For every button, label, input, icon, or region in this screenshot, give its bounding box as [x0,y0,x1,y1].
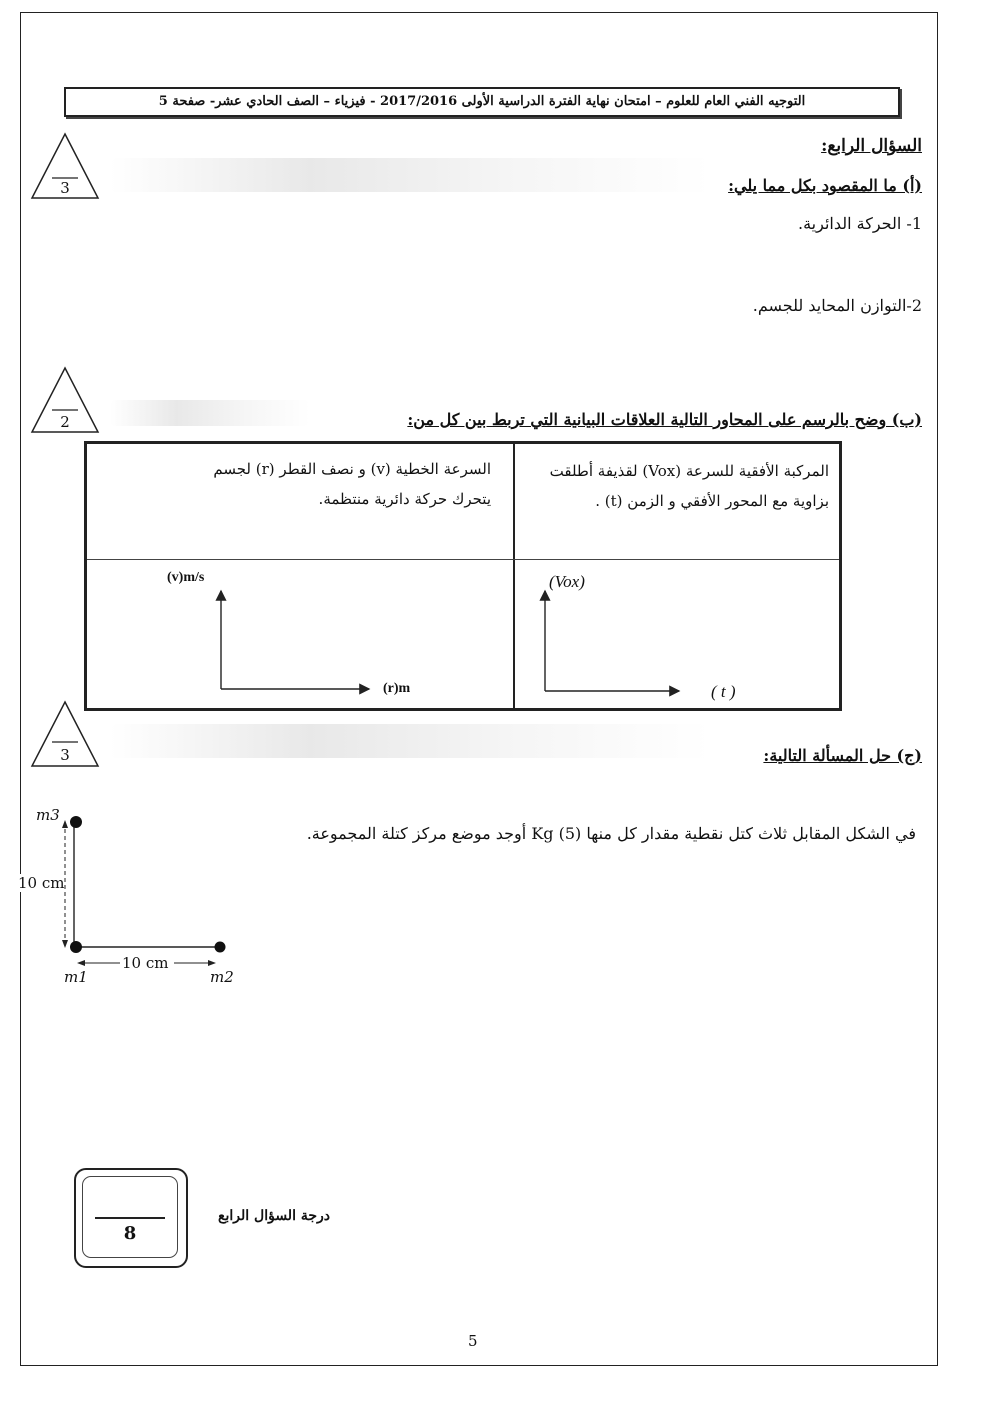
mass-m2-point [215,942,226,953]
label-m3: m3 [36,806,60,824]
marks-b-value: 2 [60,413,70,431]
part-c-problem-text: في الشكل المقابل ثلاث كتل نقطية مقدار كل منها Kg (5) أوجد موضع مركز كتلة المجموعة. [306,824,916,843]
label-m2: m2 [210,968,234,986]
part-a-heading: (أ) ما المقصود بكل مما يلي: [728,176,922,195]
graphs-table [84,441,842,711]
marks-triangle-a [30,132,100,202]
part-a-item-2: 2-التوازن المحايد للجسم. [752,296,922,315]
part-b-heading: (ب) وضح بالرسم على المحاور التالية العلاقات البيانية التي تربط بين كل من: [407,410,922,429]
cell-right-line-1: المركبة الأفقية للسرعة (Vox) لقذيفة أطلقت [549,462,829,480]
cell-right-line-2: بزاوية مع المحور الأفقي و الزمن (t) . [595,492,829,510]
cell-left-line-1: السرعة الخطية (v) و نصف القطر (r) لجسم [213,460,491,478]
marks-triangle-b [30,366,100,436]
score-fraction-line [95,1217,165,1219]
table-divider-horizontal [87,559,839,560]
cell-left-text [161,454,491,514]
faint-smudge [110,724,710,758]
label-vertical-distance: 10 cm [18,874,65,892]
total-marks-value: 8 [123,1223,137,1244]
graph-right-y-label: (Vox) [549,572,585,591]
faint-smudge [110,400,310,426]
total-score-label: درجة السؤال الرابع [218,1208,330,1224]
faint-smudge [110,158,710,192]
graph-left-y-label: (v)m/s [167,570,205,585]
mass-m1-point [70,941,82,953]
marks-a-value: 3 [60,179,70,197]
graph-left-x-label: (r)m [383,681,411,696]
cell-left-line-2: يتحرك حركة دائرية منتظمة. [318,490,491,508]
cell-right-text [519,456,829,516]
graph-right-axes[interactable] [533,579,733,699]
label-m1: m1 [64,968,88,986]
part-c-heading: (ج) حل المسألة التالية: [763,746,922,765]
graph-left-axes[interactable] [207,579,407,699]
total-score-inner [82,1176,178,1258]
part-a-item-1: 1- الحركة الدائرية. [798,214,922,233]
page-number: 5 [468,1332,478,1350]
mass-m3-point [70,816,82,828]
table-divider-vertical [513,444,515,708]
label-horizontal-distance: 10 cm [122,954,169,972]
marks-c-value: 3 [60,746,70,764]
graph-right-x-label: ( t ) [711,682,736,701]
marks-triangle-c [30,700,100,770]
page-header [64,87,900,117]
question-title: السؤال الرابع: [821,136,922,156]
header-text: التوجيه الفني العام للعلوم – امتحان نهاية الفترة الدراسية الأولى 2017/2016 - فيزياء – الصف الحادي عشر- صفحة 5 [158,94,806,109]
